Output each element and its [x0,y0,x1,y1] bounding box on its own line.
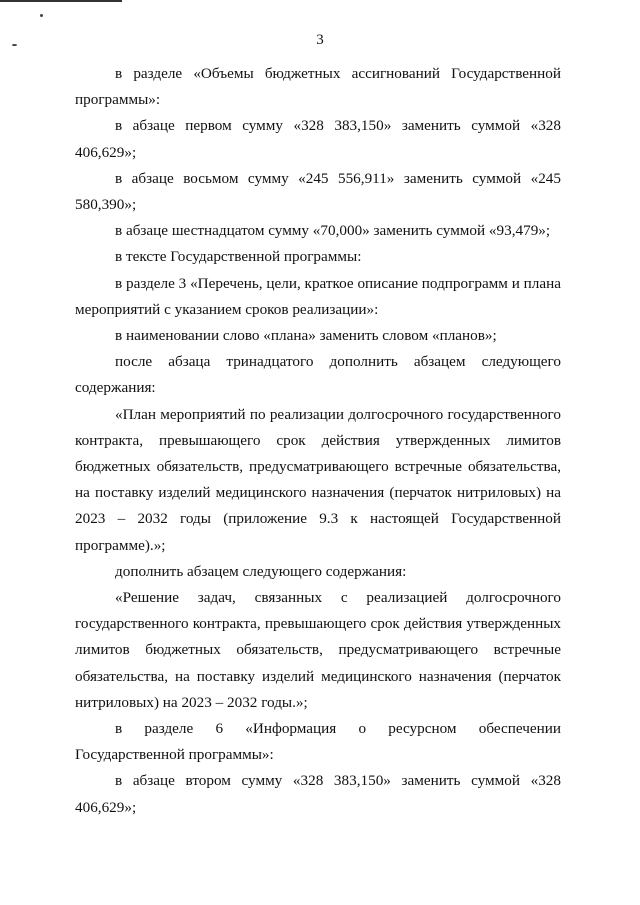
paragraph: в разделе 6 «Информация о ресурсном обеспечении Государственной программы»: [75,720,561,764]
paragraph: после абзаца тринадцатого дополнить абзацем следующего содержания: [75,353,561,397]
paragraph: дополнить абзацем следующего содержания: [115,562,407,580]
paragraph: в наименовании слово «плана» заменить словом «планов»; [115,327,497,345]
paragraph: в разделе 3 «Перечень, цели, краткое описание подпрограмм и плана мероприятий с указанием сроков реализации»: [75,274,561,318]
paragraph: в разделе «Объемы бюджетных ассигнований Государственной программы»: [75,65,561,109]
document-body [75,61,561,821]
scan-speck [40,14,43,17]
paragraph: в абзаце шестнадцатом сумму «70,000» заменить суммой «93,479»; [115,222,551,240]
paragraph: «Решение задач, связанных с реализацией долгосрочного государственного контракта, превышающего срок действия утвержденных лимитов бюджетных обязательств, предусматривающего встречные обязательства, на поставку изделий медицинского назначения (перчаток нитриловых) на 2023 – 2032 годы.»; [75,589,561,711]
paragraph: в абзаце восьмом сумму «245 556,911» заменить суммой «245 580,390»; [75,169,561,214]
page-number: 3 [316,32,324,48]
paragraph: «План мероприятий по реализации долгосрочного государственного контракта, превышающего срок действия утвержденных лимитов бюджетных обязательств, предусматривающего встречные обязательства, на поставку изделий медицинского назначения (перчаток нитриловых) на 2023 – 2032 годы (приложение 9.3 к настоящей Государственной программе).»; [75,405,561,554]
scan-edge-line [0,0,122,2]
paragraph: в тексте Государственной программы: [115,248,362,266]
paragraph: в абзаце первом сумму «328 383,150» заменить суммой «328 406,629»; [75,117,561,161]
paragraph: в абзаце втором сумму «328 383,150» заменить суммой «328 406,629»; [75,772,561,816]
